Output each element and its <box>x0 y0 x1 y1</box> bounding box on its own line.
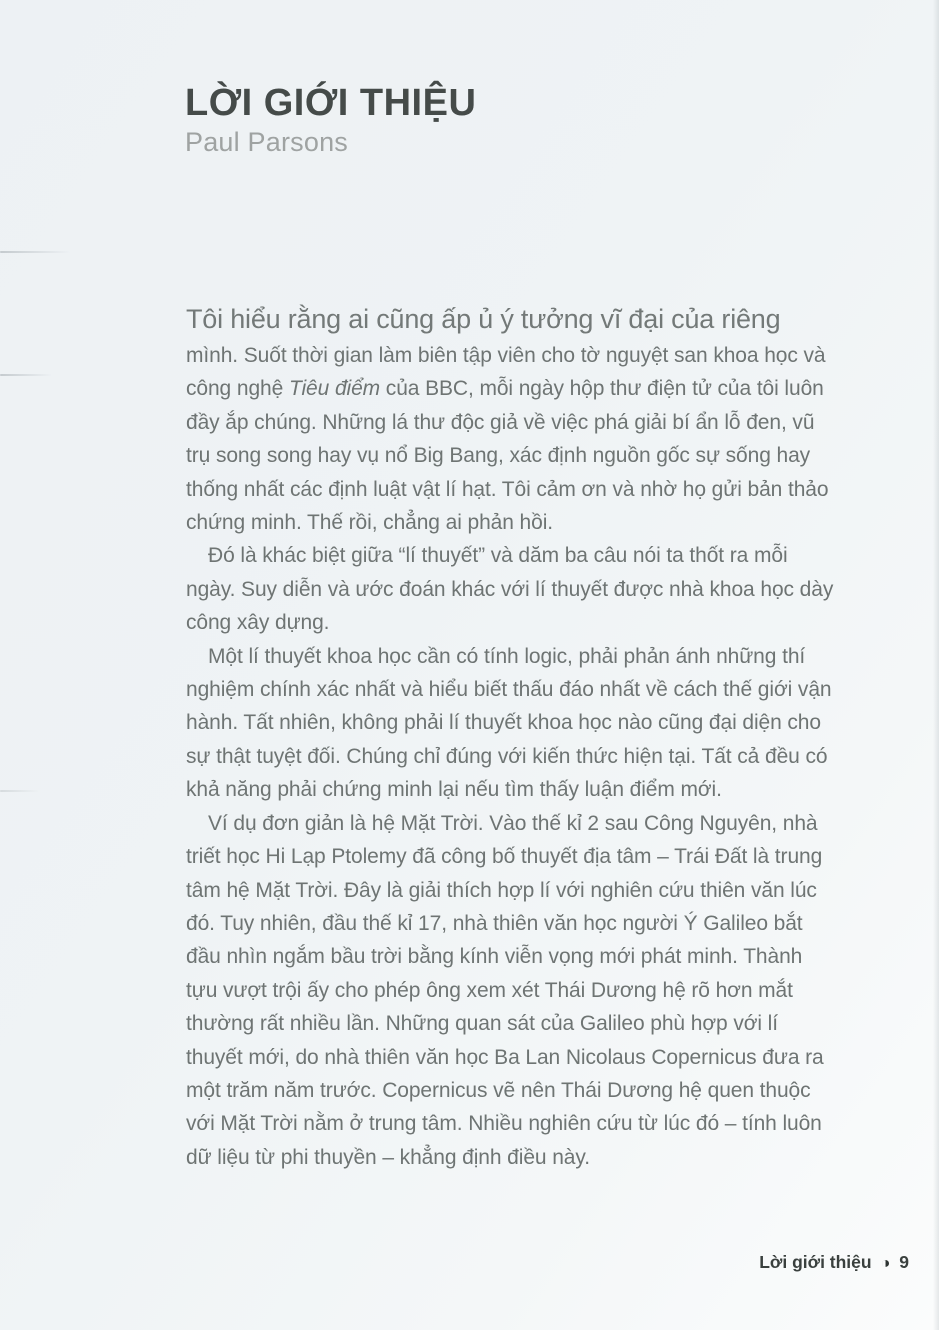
paragraph-intro <box>186 299 834 539</box>
magazine-name-italic: Tiêu điểm <box>288 377 381 401</box>
lead-line: Tôi hiểu rằng ai cũng ấp ủ ý tưởng vĩ đại của riêng <box>186 304 781 334</box>
chapter-header <box>185 84 476 158</box>
chapter-author: Paul Parsons <box>185 126 348 157</box>
body-text <box>186 299 834 1174</box>
footer-page-number: 9 <box>899 1252 909 1272</box>
paragraph-solar-system-example: Ví dụ đơn giản là hệ Mặt Trời. Vào thế kỉ 2 sau Công Nguyên, nhà triết học Hi Lạp Ptolemy đã công bố thuyết địa tâm – Trái Đất là trung tâm hệ Mặt Trời. Đây là giải thích hợp lí với nghiên cứu thiên văn lúc đó. Tuy nhiên, đầu thế kỉ 17, nhà thiên văn học người Ý Galileo bắt đầu nhìn ngắm bầu trời bằng kính viễn vọng mới phát minh. Thành tựu vượt trội ấy cho phép ông xem xét Thái Dương hệ rõ hơn mắt thường rất nhiều lần. Những quan sát của Galileo phù hợp với lí thuyết mới, do nhà thiên văn học Ba Lan Nicolaus Copernicus đưa ra một trăm năm trước. Copernicus vẽ nên Thái Dương hệ quen thuộc với Mặt Trời nằm ở trung tâm. Nhiều nghiên cứu từ lúc đó – tính luôn dữ liệu từ phi thuyền – khẳng định điều này. <box>186 811 824 1169</box>
scan-artifact-line <box>0 790 40 792</box>
footer-section-label: Lời giới thiệu <box>759 1252 872 1272</box>
paragraph-scientific-theory: Một lí thuyết khoa học cần có tính logic, phải phản ánh những thí nghiệm chính xác nhất và hiểu biết thấu đáo nhất về cách thế giới vận hành. Tất nhiên, không phải lí thuyết khoa học nào cũng đại diện cho sự thật tuyệt đối. Chúng chỉ đúng với kiến thức hiện tại. Tất cả đều có khả năng phải chứng minh lại nếu tìm thấy luận điểm mới. <box>186 644 832 802</box>
paragraph-text: mình. Suốt thời gian làm biên tập viên cho tờ nguyệt san khoa học và công nghệ <box>186 344 826 401</box>
chapter-title: LỜI GIỚI THIỆU <box>185 82 477 124</box>
paragraph-theory-vs-guess: Đó là khác biệt giữa “lí thuyết” và dăm ba câu nói ta thốt ra mỗi ngày. Suy diễn và ước đoán khác với lí thuyết được nhà khoa học dày công xây dựng. <box>186 544 834 635</box>
scan-artifact-line <box>0 251 70 253</box>
paragraph-text: của BBC, mỗi ngày hộp thư điện tử của tôi luôn đầy ắp chúng. Những lá thư độc giả về việc phá giải bí ẩn lỗ đen, vũ trụ song song hay vụ nổ Big Bang, xác định nguồn gốc sự sống hay thống nhất các định luật vật lí hạt. Tôi cảm ơn và nhờ họ gửi bản thảo chứng minh. Thế rồi, chẳng ai phản hồi. <box>186 377 829 535</box>
half-circle-icon: ◑ <box>880 1254 891 1272</box>
page-footer <box>759 1252 909 1273</box>
scan-artifact-line <box>0 374 52 376</box>
